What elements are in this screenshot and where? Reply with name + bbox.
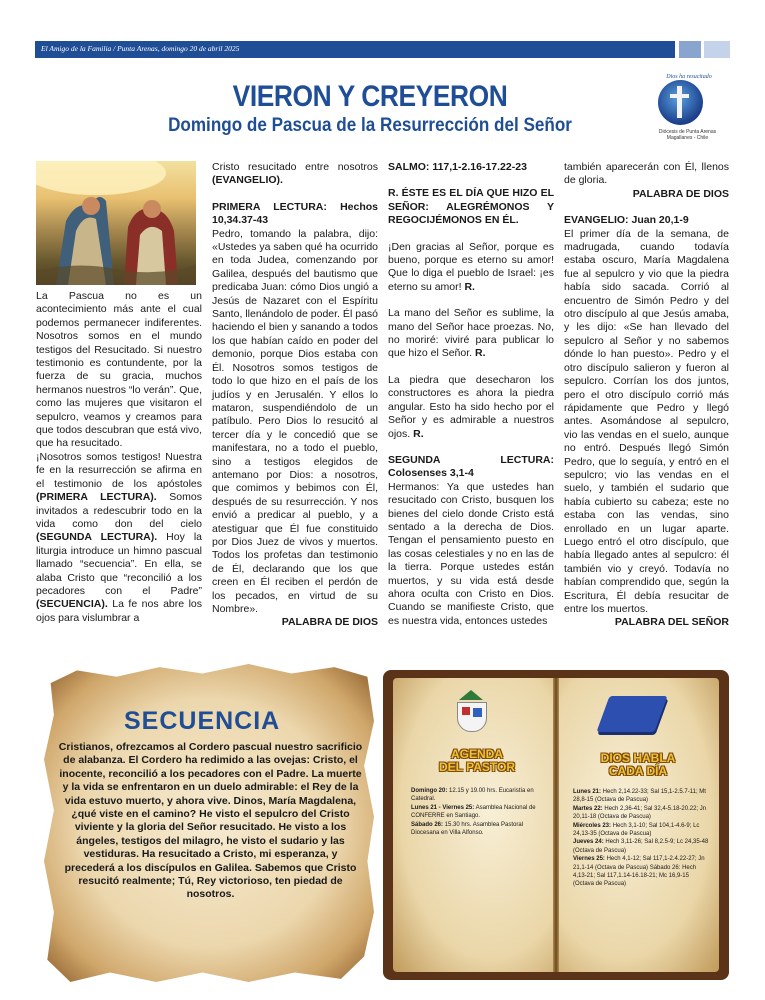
list-item: Lunes 21 - Viernes 25: Asamblea Nacional de CONFERRE en Santiago. (411, 804, 536, 820)
column-2: Cristo resucitado entre nosotros (EVANGELIO). PRIMERA LECTURA: Hechos 10,34.37-43 Pedro, tomando la palabra, dijo: «Ustedes ya saben qué ha ocurrido en toda Judea, comenzando por Galilea, después del bautismo que predicaba Juan: cómo Dios ungió a Jesús de Nazaret con el Espíritu Santo, llenándolo de poder. Él pasó haciendo el bien y sanando a todos los que habían caído en poder del demonio, porque Dios estaba con Él. Nosotros somos testigos de todo lo que hizo en el país de los judíos y en Jerusalén. Y ellos lo mataron, suspendiéndolo de un patíbulo. Pero Dios lo resucitó al tercer día y le concedió que se manifestara, no a todo el pueblo, sino a testigos elegidos de antemano por Dios: a nosotros, que comimos y bebimos con Él, después de su resurrección. Y nos envió a predicar al pueblo, y a atestiguar que Él fue constituido por Dios Juez de vivos y muertos. Todos los profetas dan testimonio de Él, declarando que los que creen en Él reciben el perdón de los pecados, en virtud de su Nombre». PALABRA DE DIOS (212, 161, 378, 629)
header-accent-square (679, 41, 701, 58)
bishop-coat-of-arms-icon (453, 690, 489, 732)
diocese-logo (640, 72, 735, 152)
psalm-response: R. ÉSTE ES EL DÍA QUE HIZO EL SEÑOR: ALEGRÉMONOS Y REGOCIJÉMONOS EN ÉL. (388, 187, 554, 227)
list-item: Viernes 25: Hech 4,1-12; Sal 117,1-2.4.22-27; Jn 21,1-14 (Octava de Pascua) Sábado 26: Hech 4,13-21; Sal 117,1.14-16.18-21; Mc 16,9-15 (Octava de Pascua) (573, 856, 705, 888)
column-3: SALMO: 117,1-2.16-17.22-23 R. ÉSTE ES EL DÍA QUE HIZO EL SEÑOR: ALEGRÉMONOS Y REGOCIJÉMONOS EN ÉL. ¡Den gracias al Señor, porque es bueno, porque es eterno su amor! Que lo diga el pueblo de Israel: ¡es eterno su amor! R. La mano del Señor es sublime, la mano del Señor hace proezas. No, no moriré: viviré para publicar lo que hizo el Señor. R. La piedra que desecharon los constructores es ahora la piedra angular. Esto ha sido hecho por el Señor y es admirable a nuestros ojos. R. SEGUNDA LECTURA: Colosenses 3,1-4 Hermanos: Ya que ustedes han resucitado con Cristo, busquen los bienes del cielo donde Cristo está sentado a la derecha de Dios. Tengan el pensamiento puesto en las cosas celestiales y no en las de la tierra. Porque ustedes están muertos, y su vida está desde ahora oculta con Cristo en Dios. Cuando se manifieste Cristo, que es nuestra vida, entonces ustedes (388, 161, 554, 627)
apostles-photo (36, 161, 196, 285)
closing-formula: PALABRA DE DIOS (632, 187, 729, 200)
list-item: Domingo 20: 12.15 y 19.00 hrs. Eucaristía en Catedral. (411, 788, 534, 803)
agenda-list (411, 787, 547, 837)
page-title: VIERON Y CREYERON (232, 80, 508, 113)
column-4: también aparecerán con Él, llenos de gloria. PALABRA DE DIOS EVANGELIO: Juan 20,1-9 El primer día de la semana, de madrugada, cuando todavía estaba oscuro, María Magdalena fue al sepulcro y vio que la piedra había sido sacada. Corrió al encuentro de Simón Pedro y del otro discípulo al que Jesús amaba, y les dijo: «Se han llevado del sepulcro al Señor y no sabemos dónde lo han puesto». Pedro y el otro discípulo salieron y fueron al sepulcro. Corrían los dos juntos, pero el otro discípulo corrió más rápidamente que Pedro y llegó antes. Asomándose al sepulcro, vio las vendas en el suelo, aunque no entró. Después llegó Simón Pedro, que lo seguía, y entró en el sepulcro; vio las vendas en el suelo, y también el sudario que había cubierto su cabeza; este no estaba con las vendas, sino enrollado en un lugar aparte. Luego entró el otro discípulo, que había llegado antes al sepulcro: él también vio y creyó. Todavía no habían comprendido que, según la Escritura, Él debía resucitar de entre los muertos. PALABRA DEL SEÑOR (564, 161, 729, 629)
dios-habla-title: DIOS HABLA CADA DÍA (600, 751, 676, 778)
readings-list (573, 788, 709, 889)
logo-arc-text: Dios ha resucitado (666, 74, 712, 80)
list-item: Sábado 26: 15.30 hrs. Asamblea Pastoral Diocesana en Villa Alfonso. (411, 821, 524, 837)
secuencia-text: Cristianos, ofrezcamos al Cordero pascual nuestro sacrificio de alabanza. El Cordero ha redimido a las ovejas: Cristo, el inocente, reconcilió a los pecadores con el Padre. La muerte y la vida se enfrentaron en un duelo admirable: el Rey de la vida estuvo muerto, y ahora vive. Dinos, María Magdalena, ¿qué viste en el camino? He visto el sepulcro del Cristo viviente y la gloria del Señor resucitado. He visto a los ángeles, testigos del milagro, he visto el sudario y las vestiduras. Ha resucitado a Cristo, mi esperanza, y precederá a los discípulos en Galilea. Sabemos que Cristo resucitó realmente; Tú, Rey victorioso, ten piedad de nosotros. (58, 741, 363, 901)
open-book-box (383, 670, 729, 980)
closing-formula: PALABRA DEL SEÑOR (614, 616, 729, 629)
list-item: Miércoles 23: Hech 3,1-10; Sal 104,1-4.6-9; Lc 24,13-35 (Octava de Pascua) (573, 822, 700, 838)
secuencia-title: SECUENCIA (124, 707, 281, 735)
cross-icon (677, 86, 682, 118)
agenda-title: AGENDA DEL PASTOR (438, 747, 515, 774)
header-bar-text: El Amigo de la Familia / Punta Arenas, domingo 20 de abril 2025 (41, 44, 240, 53)
section-heading: PRIMERA LECTURA: Hechos 10,34.37-43 (212, 200, 378, 227)
column-1: La Pascua no es un acontecimiento más ante el cual podemos permanecer indiferentes. Nosotros somos en el mundo testigos del Resucitado. Si nuestro testimonio es contundente, por la fuerza de su gracia, muchos hermanos nuestros “lo verán”. Que, como las mujeres que visitaron el sepulcro, veamos y creamos para que todos descubran que está vivo, que ha resucitado. ¡Nosotros somos testigos! Nuestra fe en la resurrección se afirma en el testimonio de los apóstoles (PRIMERA LECTURA). Somos invitados a redescubrir todo en la vida como don del cielo (SEGUNDA LECTURA). Hoy la liturgia introduce un himno pascual llamado “secuencia”. En ella, se alaba Cristo que “reconcilió a los pecadores con el Padre” (SECUENCIA). La fe nos abre los ojos para vislumbrar a (36, 290, 203, 624)
page-subtitle: Domingo de Pascua de la Resurrección del Señor (168, 115, 572, 136)
section-heading: SEGUNDA LECTURA: Colosenses 3,1-4 (388, 453, 554, 480)
list-item: Martes 22: Hech 2,36-41; Sal 32,4-5.18-20.22; Jn 20,11-18 (Octava de Pascua) (573, 805, 707, 821)
list-item: Jueves 24: Hech 3,11-26; Sal 8,2.5-9; Lc 24,35-48 (Octava de Pascua) (573, 839, 709, 854)
secuencia-box (44, 664, 374, 982)
header-accent-square (704, 41, 730, 58)
logo-caption: Diócesis de Punta Arenas Magallanes - Chile (658, 129, 717, 141)
list-item: Lunes 21: Hech 2,14.22-33; Sal 15,1-2.5.7-11; Mt 28,8-15 (Octava de Pascua) (573, 789, 706, 804)
closing-formula: PALABRA DE DIOS (281, 616, 378, 629)
section-heading: SALMO: 117,1-2.16-17.22-23 (388, 161, 527, 173)
section-heading: EVANGELIO: Juan 20,1-9 (564, 214, 689, 227)
book-spine (553, 678, 559, 972)
header-bar (35, 41, 675, 58)
